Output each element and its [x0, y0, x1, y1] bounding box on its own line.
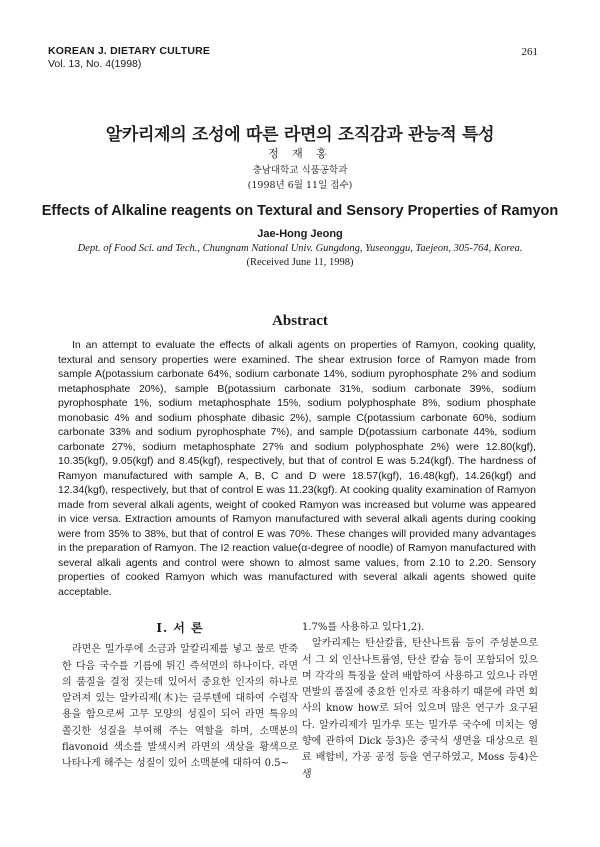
- introduction-paragraph-1-continued: 1.7%를 사용하고 있다1,2).: [302, 622, 425, 633]
- right-column: [302, 620, 538, 783]
- english-affiliation: Dept. of Food Sci. and Tech., Chungnam National Univ. Gungdong, Yuseonggu, Taejeon, 305-764, Korea.: [77, 243, 523, 254]
- journal-header: [48, 45, 210, 71]
- left-column: [62, 620, 298, 773]
- english-title: Effects of Alkaline reagents on Textural and Sensory Properties of Ramyon: [41, 203, 559, 219]
- korean-title: 알카리제의 조성에 따른 라면의 조직감과 관능적 특성: [105, 125, 495, 145]
- english-received-date: (Received June 11, 1998): [246, 257, 354, 268]
- abstract-heading: Abstract: [272, 313, 328, 329]
- abstract-body: [58, 338, 536, 599]
- english-author: Jae-Hong Jeong: [257, 228, 343, 240]
- abstract-paragraph: In an attempt to evaluate the effects of alkali agents on properties of Ramyon, cooking quality, textural and sensory properties were examined. The shear extrusion force of Ramyon made from sample A(potassium carbonate 64%, sodium carbonate 14%, sodium pyrophosphate 2% and sodium metaphosphate 20%), sample B(potassium carbonate 31%, sodium carbonate 39%, sodium pyrophosphate 1%, sodium metaphosphate 15%, sodium polyphosphate 8%, sodium phosphate monobasic 4% and sodium phosphate dibasic 2%), sample C(potassium carbonate 60%, sodium carbonate 33% and sodium pyrophosphate 7%), and sample D(potassium carbonate 44%, sodium carbonate 27%, sodium metaphosphate 27% and sodium polyphosphate 2%) were 12.80(kgf), 10.35(kgf), 9.05(kgf) and 8.45(kgf), respectively, but that of control E was 5.24(kgf). The hardness of Ramyon manufactured with sample A, B, C and D were 18.57(kgf), 16.48(kgf), 14.26(kgf) and 12.34(kgf), respectively, but that of control E was 11.23(kgf). At cooking quality examination of Ramyon made from several alkali agents, weight of cooked Ramyon was increased but volume was appeared in vice versa. Extraction amounts of Ramyon manufactured with several alkali agents during cooking were from 35% to 38%, but that of control E was 70%. These changes will provided many advantages in the preparation of Ramyon. The I2 reaction value(α-degree of noodle) of Ramyon manufactured with several alkali agents and control were shown to almost same values, from 2.10 to 2.20. Sensory properties of cooked Ramyon which was manufactured with several alkali agents showed quite acceptable.: [58, 339, 536, 598]
- introduction-paragraph-1: 라면은 밀가루에 소금과 알칼리제를 넣고 물로 반죽한 다음 국수를 기름에 튀긴 즉석면의 하나이다. 라면의 품질을 결정 짓는데 있어서 중요한 인자의 하나로 알려져 있는 알카리제(木)는 글루텐에 대하여 수렴작용을 함으로써 고무 모양의 성질이 되어 라면 특유의 쫄깃한 성질을 부여해 주는 역할을 하며, 소맥분의 flavonoid 색소를 발색시켜 라면의 색상을 황색으로 나타나게 해주는 성질이 있어 소맥분에 대하여 0.5~: [62, 644, 298, 770]
- korean-affiliation: 충남대학교 식품공학과: [252, 165, 348, 176]
- korean-received-date: (1998년 6월 11일 접수): [247, 180, 353, 191]
- journal-volume: Vol. 13, No. 4(1998): [48, 58, 142, 70]
- introduction-heading: I. 서 론: [156, 621, 204, 635]
- journal-name: KOREAN J. DIETARY CULTURE: [48, 45, 211, 57]
- page-number: 261: [521, 46, 538, 58]
- introduction-paragraph-2: 알카리제는 탄산칼륨, 탄산나트륨 등이 주성분으로서 그 외 인산나트륨염, 탄산 칼슘 등이 포함되어 있으며 각각의 특징을 살려 배합하여 사용하고 있으나 라면 면발의 품질에 중요한 인자로 작용하기 때문에 라면 회사의 know how로 되어 있으며 많은 연구가 요구된다. 알카리제가 밀가루 또는 밀가루 국수에 미치는 영향에 관하여 Dick 등3)은 중국식 생면을 대상으로 원료 배합비, 가공 공정 등을 연구하였고, Moss 등4)은 생: [302, 638, 538, 780]
- korean-author: 정 재 홍: [268, 147, 332, 160]
